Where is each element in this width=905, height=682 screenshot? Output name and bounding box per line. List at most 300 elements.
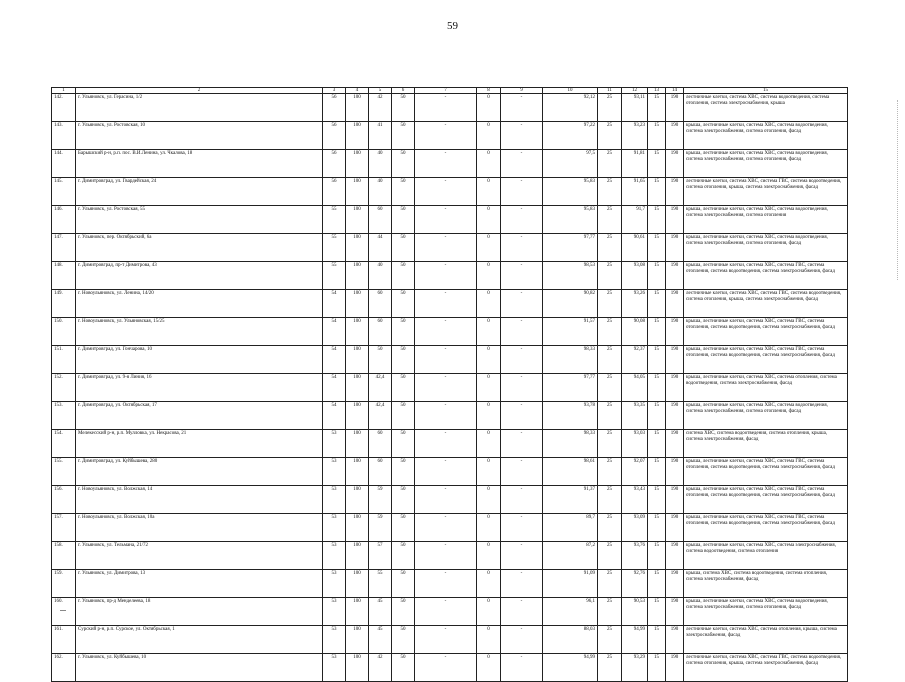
value-cell: 93,76	[622, 542, 648, 570]
value-cell: 91,09	[543, 570, 598, 598]
value-cell: 190	[666, 178, 684, 206]
value-cell: 56	[323, 94, 346, 122]
value-cell: -	[415, 122, 477, 150]
value-cell: 93,26	[622, 290, 648, 318]
value-cell: 54	[323, 402, 346, 430]
value-cell: 50	[392, 150, 415, 178]
value-cell: -	[415, 626, 477, 654]
value-cell: 50	[392, 262, 415, 290]
value-cell: 0	[477, 234, 501, 262]
value-cell: 190	[666, 402, 684, 430]
value-cell: 100	[346, 234, 369, 262]
value-cell: 53	[323, 654, 346, 682]
value-cell: 15	[648, 374, 666, 402]
value-cell: -	[415, 654, 477, 682]
column-header-8: 8	[477, 88, 501, 94]
value-cell: -	[501, 290, 543, 318]
value-cell: 100	[346, 262, 369, 290]
value-cell: 15	[648, 150, 666, 178]
table-row	[52, 542, 848, 570]
value-cell: 190	[666, 542, 684, 570]
value-cell: 87,2	[543, 542, 598, 570]
works-cell: система ХВС, система водоотведения, система отопления, крыша, система электроснабжения, фасад	[684, 430, 848, 458]
value-cell: 190	[666, 654, 684, 682]
value-cell: 190	[666, 150, 684, 178]
value-cell: -	[501, 262, 543, 290]
value-cell: 90,82	[543, 290, 598, 318]
value-cell: -	[415, 318, 477, 346]
address-cell: г. Новоульяновск, ул. Волжская, 10а	[76, 514, 323, 542]
value-cell: 100	[346, 402, 369, 430]
value-cell: 100	[346, 318, 369, 346]
works-cell: крыша, лестничные клетки, система ХВС, система ГВС, система отопления, система водоотведения, система электроснабжения, фасад	[684, 346, 848, 374]
value-cell: 93,08	[622, 262, 648, 290]
value-cell: 100	[346, 206, 369, 234]
value-cell: -	[415, 262, 477, 290]
value-cell: 50	[392, 346, 415, 374]
value-cell: 0	[477, 374, 501, 402]
address-cell: г. Новоульяновск, ул. Ленина, 14/20	[76, 290, 323, 318]
value-cell: 0	[477, 458, 501, 486]
table-row	[52, 402, 848, 430]
value-cell: 95,83	[543, 178, 598, 206]
works-cell: крыша, система ХВС, система водоотведения, система отопления, система электроснабжения, фасад	[684, 570, 848, 598]
table-row	[52, 458, 848, 486]
column-header-9: 9	[501, 88, 543, 94]
value-cell: 50	[392, 178, 415, 206]
value-cell: -	[415, 598, 477, 626]
value-cell: 190	[666, 262, 684, 290]
value-cell: -	[501, 206, 543, 234]
value-cell: -	[501, 150, 543, 178]
row-number: 150.	[52, 318, 76, 346]
address-cell: г. Ульяновск, ул. Ростовская, 55	[76, 206, 323, 234]
value-cell: 98,61	[543, 458, 598, 486]
works-cell: крыша, лестничные клетки, система ХВС, система отопления, система водоотведения, система электроснабжения, фасад	[684, 374, 848, 402]
value-cell: 53	[323, 430, 346, 458]
row-number: 157.	[52, 514, 76, 542]
value-cell: 53	[323, 626, 346, 654]
footnote-mark	[60, 606, 66, 611]
value-cell: 0	[477, 430, 501, 458]
value-cell: 42,4	[369, 374, 392, 402]
row-number: 154.	[52, 430, 76, 458]
works-cell: крыша, лестничные клетки, система ХВС, система водоотведения, система электроснабжения, система отопления, фасад	[684, 122, 848, 150]
works-cell: крыша, лестничные клетки, система ХВС, система ГВС, система отопления, система водоотведения, система электроснабжения, фасад	[684, 514, 848, 542]
value-cell: 97,77	[543, 374, 598, 402]
value-cell: 0	[477, 402, 501, 430]
value-cell: -	[501, 374, 543, 402]
value-cell: 54	[323, 346, 346, 374]
works-cell: крыша, лестничные клетки, система ХВС, система электроснабжения, система водоотведения, система отопления	[684, 542, 848, 570]
value-cell: 89,7	[543, 514, 598, 542]
value-cell: 0	[477, 626, 501, 654]
value-cell: 93,78	[543, 402, 598, 430]
value-cell: 100	[346, 374, 369, 402]
row-number: 144.	[52, 150, 76, 178]
value-cell: 93,29	[622, 654, 648, 682]
value-cell: 15	[648, 542, 666, 570]
value-cell: 190	[666, 234, 684, 262]
address-cell: г. Ульяновск, пр-д Менделеева, 18	[76, 598, 323, 626]
table-row	[52, 262, 848, 290]
value-cell: 25	[598, 542, 622, 570]
value-cell: 0	[477, 570, 501, 598]
row-number: 143.	[52, 122, 76, 150]
works-cell: крыша, лестничные клетки, система ХВС, система водоотведения, система электроснабжения, система отопления, фасад	[684, 150, 848, 178]
works-cell: лестничные клетки, система ХВС, система ГВС, система водоотведения, система отопления, крыша, система электроснабжения, фасад	[684, 654, 848, 682]
value-cell: 93,11	[622, 94, 648, 122]
column-header-15: 15	[684, 88, 848, 94]
value-cell: 90,61	[622, 234, 648, 262]
table-row	[52, 178, 848, 206]
value-cell: 53	[323, 598, 346, 626]
address-cell: Барышский р-н, р.п. пос. В.И.Ленина, ул. Чкалова, 18	[76, 150, 323, 178]
value-cell: 97,22	[543, 122, 598, 150]
works-cell: крыша, лестничные клетки, система ХВС, система водоотведения, система электроснабжения, система отопления, фасад	[684, 598, 848, 626]
value-cell: -	[415, 514, 477, 542]
value-cell: -	[501, 654, 543, 682]
table-row	[52, 94, 848, 122]
value-cell: 190	[666, 458, 684, 486]
row-number: 156.	[52, 486, 76, 514]
value-cell: 93,43	[622, 486, 648, 514]
value-cell: 50	[392, 570, 415, 598]
value-cell: 0	[477, 654, 501, 682]
value-cell: 100	[346, 94, 369, 122]
value-cell: 25	[598, 514, 622, 542]
value-cell: 190	[666, 318, 684, 346]
value-cell: -	[415, 178, 477, 206]
value-cell: 100	[346, 514, 369, 542]
value-cell: 100	[346, 486, 369, 514]
value-cell: -	[501, 598, 543, 626]
value-cell: 15	[648, 402, 666, 430]
value-cell: -	[501, 402, 543, 430]
value-cell: 50	[392, 402, 415, 430]
value-cell: 0	[477, 598, 501, 626]
row-number: 146.	[52, 206, 76, 234]
address-cell: г. Димитровград, ул. 9-я Линия, 16	[76, 374, 323, 402]
value-cell: 15	[648, 626, 666, 654]
value-cell: 0	[477, 290, 501, 318]
value-cell: 50	[392, 598, 415, 626]
value-cell: 50	[392, 458, 415, 486]
value-cell: -	[501, 458, 543, 486]
value-cell: 50	[392, 318, 415, 346]
value-cell: -	[415, 94, 477, 122]
value-cell: 15	[648, 570, 666, 598]
value-cell: 88,03	[543, 626, 598, 654]
value-cell: -	[501, 234, 543, 262]
value-cell: -	[415, 542, 477, 570]
value-cell: 94,05	[622, 374, 648, 402]
value-cell: 100	[346, 150, 369, 178]
value-cell: 98,53	[543, 262, 598, 290]
address-cell: г. Ульяновск, пер. Октябрьский, 6а	[76, 234, 323, 262]
row-number: 148.	[52, 262, 76, 290]
value-cell: 100	[346, 458, 369, 486]
value-cell: 50	[392, 234, 415, 262]
value-cell: 45	[369, 598, 392, 626]
value-cell: 25	[598, 346, 622, 374]
value-cell: 100	[346, 626, 369, 654]
table-row	[52, 374, 848, 402]
value-cell: 53	[323, 514, 346, 542]
column-header-6: 6	[392, 88, 415, 94]
works-cell: лестничные клетки, система ХВС, система ГВС, система водоотведения, система отопления, крыша, система электроснабжения, фасад	[684, 290, 848, 318]
value-cell: -	[415, 570, 477, 598]
value-cell: 15	[648, 654, 666, 682]
value-cell: 90,08	[622, 318, 648, 346]
works-cell: крыша, лестничные клетки, система ХВС, система водоотведения, система электроснабжения, система отопления, фасад	[684, 402, 848, 430]
value-cell: -	[415, 374, 477, 402]
address-cell: г. Димитровград, ул. Октябрьская, 17	[76, 402, 323, 430]
address-cell: г. Ульяновск, ул. Тельмана, 21/72	[76, 542, 323, 570]
value-cell: 91,7	[622, 206, 648, 234]
row-number: 147.	[52, 234, 76, 262]
value-cell: -	[501, 626, 543, 654]
address-cell: Сурский р-н, р.п. Сурское, ул. Октябрьская, 1	[76, 626, 323, 654]
value-cell: 15	[648, 486, 666, 514]
value-cell: 25	[598, 150, 622, 178]
value-cell: 25	[598, 94, 622, 122]
value-cell: 53	[323, 570, 346, 598]
value-cell: 15	[648, 514, 666, 542]
value-cell: -	[501, 346, 543, 374]
value-cell: 25	[598, 430, 622, 458]
value-cell: 91,37	[543, 486, 598, 514]
value-cell: 56	[323, 122, 346, 150]
value-cell: -	[501, 542, 543, 570]
value-cell: 54	[323, 318, 346, 346]
value-cell: 0	[477, 346, 501, 374]
value-cell: 190	[666, 598, 684, 626]
value-cell: 56	[323, 178, 346, 206]
value-cell: 25	[598, 262, 622, 290]
value-cell: 59	[369, 486, 392, 514]
value-cell: 100	[346, 290, 369, 318]
table-row	[52, 514, 848, 542]
row-number: 158.	[52, 542, 76, 570]
value-cell: 40	[369, 262, 392, 290]
value-cell: 60	[369, 206, 392, 234]
value-cell: 25	[598, 206, 622, 234]
value-cell: -	[501, 514, 543, 542]
table-row	[52, 290, 848, 318]
value-cell: 96,1	[543, 598, 598, 626]
value-cell: 15	[648, 178, 666, 206]
table-row	[52, 122, 848, 150]
value-cell: 93,03	[622, 430, 648, 458]
value-cell: 50	[369, 346, 392, 374]
value-cell: 0	[477, 150, 501, 178]
value-cell: 0	[477, 262, 501, 290]
value-cell: 55	[323, 262, 346, 290]
value-cell: 190	[666, 206, 684, 234]
value-cell: -	[501, 570, 543, 598]
value-cell: 0	[477, 318, 501, 346]
value-cell: 55	[323, 234, 346, 262]
value-cell: -	[501, 430, 543, 458]
column-header-14: 14	[666, 88, 684, 94]
value-cell: 53	[323, 542, 346, 570]
address-cell: г. Ульяновск, ул. Ростовская, 10	[76, 122, 323, 150]
value-cell: 42,4	[369, 402, 392, 430]
value-cell: 0	[477, 206, 501, 234]
value-cell: -	[415, 486, 477, 514]
value-cell: 50	[392, 206, 415, 234]
value-cell: 100	[346, 542, 369, 570]
value-cell: -	[501, 122, 543, 150]
value-cell: 60	[369, 430, 392, 458]
value-cell: 25	[598, 290, 622, 318]
table-row	[52, 598, 848, 626]
table-body	[52, 94, 848, 682]
value-cell: 100	[346, 178, 369, 206]
value-cell: 190	[666, 626, 684, 654]
value-cell: -	[415, 430, 477, 458]
value-cell: 100	[346, 654, 369, 682]
value-cell: 25	[598, 178, 622, 206]
value-cell: 25	[598, 570, 622, 598]
works-cell: лестничные клетки, система ХВС, система отопления, крыша, система электроснабжения, фасад	[684, 626, 848, 654]
value-cell: 0	[477, 94, 501, 122]
value-cell: 90,53	[622, 598, 648, 626]
column-header-3: 3	[323, 88, 346, 94]
address-cell: г. Димитровград, пр-т Димитрова, 43	[76, 262, 323, 290]
value-cell: 50	[392, 542, 415, 570]
value-cell: 15	[648, 346, 666, 374]
works-cell: лестничные клетки, система ХВС, система водоотведения, система отопления, система электроснабжения, крыша	[684, 94, 848, 122]
table-row	[52, 654, 848, 682]
address-cell: г. Димитровград, ул. Гвардейская, 24	[76, 178, 323, 206]
value-cell: 15	[648, 234, 666, 262]
value-cell: 50	[392, 626, 415, 654]
value-cell: 15	[648, 598, 666, 626]
value-cell: 25	[598, 402, 622, 430]
works-cell: лестничные клетки, система ХВС, система ГВС, система водоотведения, система отопления, крыша, система электроснабжения, фасад	[684, 178, 848, 206]
value-cell: 100	[346, 430, 369, 458]
value-cell: 190	[666, 514, 684, 542]
value-cell: 92,37	[622, 346, 648, 374]
address-cell: г. Ульяновск, ул. Герасина, 1/2	[76, 94, 323, 122]
value-cell: 59	[369, 514, 392, 542]
value-cell: 25	[598, 318, 622, 346]
value-cell: 50	[392, 654, 415, 682]
value-cell: 56	[323, 150, 346, 178]
value-cell: 25	[598, 626, 622, 654]
value-cell: 50	[392, 290, 415, 318]
value-cell: -	[501, 94, 543, 122]
column-header-13: 13	[648, 88, 666, 94]
table-row	[52, 430, 848, 458]
address-cell: Мелекесский р-н, р.п. Мулловка, ул. Некрасова, 21	[76, 430, 323, 458]
row-number: 149.	[52, 290, 76, 318]
value-cell: 91,65	[622, 178, 648, 206]
value-cell: 41	[369, 122, 392, 150]
value-cell: 0	[477, 178, 501, 206]
value-cell: 15	[648, 94, 666, 122]
page-number: 59	[447, 20, 458, 32]
value-cell: 0	[477, 122, 501, 150]
value-cell: 94,99	[622, 626, 648, 654]
value-cell: 50	[392, 486, 415, 514]
value-cell: -	[415, 150, 477, 178]
value-cell: 50	[392, 374, 415, 402]
table-row	[52, 486, 848, 514]
value-cell: 54	[323, 374, 346, 402]
value-cell: 42	[369, 94, 392, 122]
value-cell: 50	[392, 94, 415, 122]
value-cell: 0	[477, 542, 501, 570]
value-cell: 40	[369, 150, 392, 178]
row-number: 153.	[52, 402, 76, 430]
value-cell: 40	[369, 178, 392, 206]
value-cell: 190	[666, 94, 684, 122]
value-cell: -	[415, 458, 477, 486]
row-number: 145.	[52, 178, 76, 206]
value-cell: -	[415, 346, 477, 374]
value-cell: 91,81	[622, 150, 648, 178]
value-cell: -	[501, 318, 543, 346]
table-row	[52, 346, 848, 374]
value-cell: 55	[323, 206, 346, 234]
value-cell: -	[415, 234, 477, 262]
row-number: 162.	[52, 654, 76, 682]
value-cell: -	[501, 178, 543, 206]
value-cell: 94,99	[543, 654, 598, 682]
address-cell: г. Новоульяновск, ул. Волжская, 14	[76, 486, 323, 514]
value-cell: 53	[323, 458, 346, 486]
address-cell: г. Ульяновск, ул. Димитрова, 13	[76, 570, 323, 598]
value-cell: 15	[648, 122, 666, 150]
value-cell: 97,77	[543, 234, 598, 262]
value-cell: 190	[666, 374, 684, 402]
value-cell: 60	[369, 318, 392, 346]
column-header-1: 1	[52, 88, 76, 94]
works-cell: крыша, лестничные клетки, система ХВС, система водоотведения, система электроснабжения, система отопления, фасад	[684, 234, 848, 262]
value-cell: 15	[648, 318, 666, 346]
address-cell: г. Димитровград, ул. Куйбышева, 280	[76, 458, 323, 486]
value-cell: 92,76	[622, 570, 648, 598]
value-cell: 15	[648, 290, 666, 318]
value-cell: 190	[666, 122, 684, 150]
value-cell: 190	[666, 570, 684, 598]
value-cell: 97,5	[543, 150, 598, 178]
value-cell: 50	[392, 514, 415, 542]
value-cell: 92,12	[543, 94, 598, 122]
column-header-11: 11	[598, 88, 622, 94]
row-number: 152.	[52, 374, 76, 402]
table-row	[52, 570, 848, 598]
address-cell: г. Димитровград, ул. Гончарова, 10	[76, 346, 323, 374]
row-number: 142.	[52, 94, 76, 122]
row-number: 161.	[52, 626, 76, 654]
value-cell: 100	[346, 570, 369, 598]
value-cell: 25	[598, 374, 622, 402]
value-cell: 25	[598, 486, 622, 514]
value-cell: -	[501, 486, 543, 514]
column-header-12: 12	[622, 88, 648, 94]
table-row	[52, 234, 848, 262]
value-cell: 92,07	[622, 458, 648, 486]
value-cell: 98,33	[543, 346, 598, 374]
address-cell: г. Ульяновск, ул. Куйбышева, 10	[76, 654, 323, 682]
works-cell: крыша, лестничные клетки, система ХВС, система ГВС, система отопления, система водоотведения, система электроснабжения, фасад	[684, 318, 848, 346]
row-number: 160.	[52, 598, 76, 626]
row-number: 155.	[52, 458, 76, 486]
